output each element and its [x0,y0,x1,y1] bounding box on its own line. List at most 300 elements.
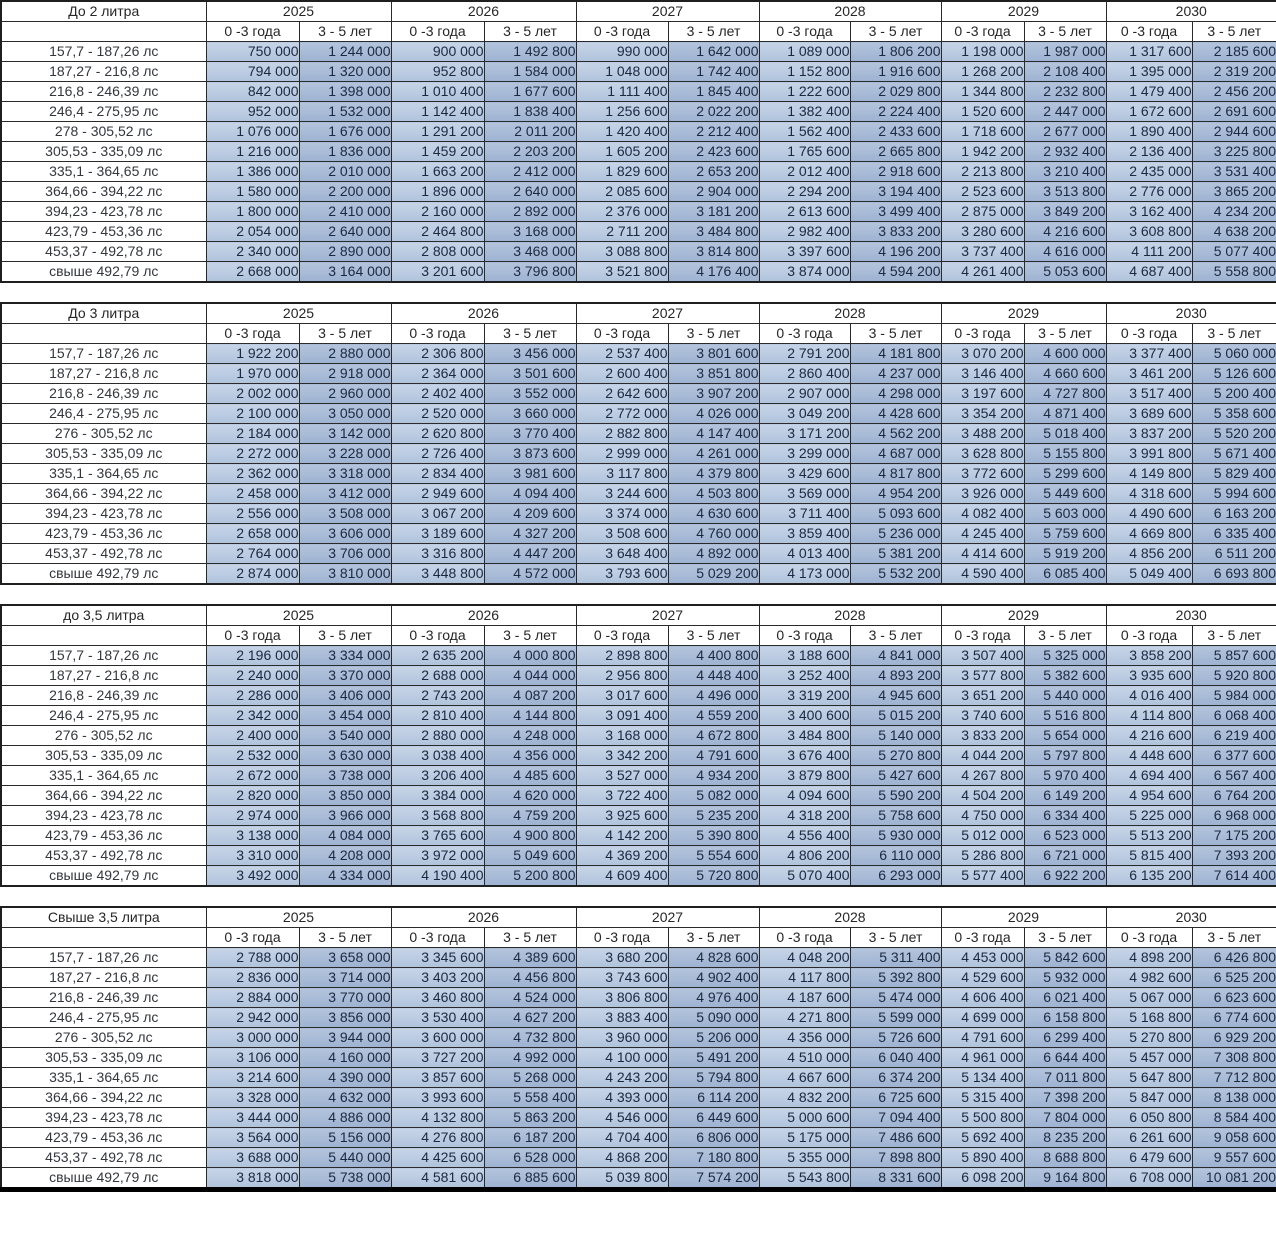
price-cell: 4 369 200 [576,846,668,866]
price-cell: 2 726 400 [391,444,484,464]
table-row [1,1088,1276,1108]
price-cell: 5 692 400 [941,1128,1024,1148]
price-cell: 3 181 200 [668,202,759,222]
price-cell: 4 727 800 [1024,384,1106,404]
price-cell: 1 520 600 [941,102,1024,122]
price-cell: 3 142 000 [299,424,391,444]
row-label-hp-range: 335,1 - 364,65 лс [1,162,206,182]
price-cell: 4 084 000 [299,826,391,846]
row-label-hp-range: свыше 492,79 лс [1,866,206,887]
table-row [1,786,1276,806]
price-cell: 4 448 600 [1106,746,1192,766]
price-cell: 5 857 600 [1192,646,1276,666]
age-header: 3 - 5 лет [484,626,576,646]
year-header: 2028 [759,605,941,626]
price-cell: 2 944 600 [1192,122,1276,142]
price-cell: 5 759 600 [1024,524,1106,544]
price-table-section-3 [0,604,1276,887]
price-cell: 2 875 000 [941,202,1024,222]
price-cell: 6 050 800 [1106,1108,1192,1128]
price-cell: 5 994 600 [1192,484,1276,504]
price-cell: 5 984 000 [1192,686,1276,706]
price-cell: 5 449 600 [1024,484,1106,504]
price-cell: 4 026 000 [668,404,759,424]
table-row [1,846,1276,866]
price-cell: 9 557 600 [1192,1148,1276,1168]
price-cell: 5 920 800 [1192,666,1276,686]
price-cell: 2 898 800 [576,646,668,666]
price-cell: 4 271 800 [759,1008,850,1028]
price-cell: 4 456 800 [484,968,576,988]
row-label-hp-range: 453,37 - 492,78 лс [1,846,206,866]
price-cell: 3 210 400 [1024,162,1106,182]
price-cell: 2 918 600 [850,162,941,182]
price-cell: 3 874 000 [759,262,850,283]
age-header: 0 -3 года [391,324,484,344]
price-cell: 3 738 000 [299,766,391,786]
price-cell: 3 164 000 [299,262,391,283]
price-cell: 2 010 000 [299,162,391,182]
price-cell: 2 672 000 [206,766,299,786]
price-cell: 4 379 800 [668,464,759,484]
price-cell: 4 828 600 [668,948,759,968]
price-cell: 5 200 400 [1192,384,1276,404]
price-cell: 1 222 600 [759,82,850,102]
price-cell: 3 168 000 [576,726,668,746]
price-cell: 3 770 000 [299,988,391,1008]
price-cell: 1 838 400 [484,102,576,122]
price-cell: 2 620 800 [391,424,484,444]
price-cell: 6 567 400 [1192,766,1276,786]
price-cell: 1 922 200 [206,344,299,364]
table-row [1,968,1276,988]
age-header: 0 -3 года [206,928,299,948]
price-cell: 6 708 000 [1106,1168,1192,1190]
price-cell: 4 868 200 [576,1148,668,1168]
table-row [1,1008,1276,1028]
table-row [1,1048,1276,1068]
row-label-hp-range: 157,7 - 187,26 лс [1,42,206,62]
price-cell: 2 400 000 [206,726,299,746]
year-header: 2029 [941,303,1106,324]
price-cell: 9 164 800 [1024,1168,1106,1190]
year-header: 2029 [941,1,1106,22]
price-cell: 2 402 400 [391,384,484,404]
price-cell: 4 704 400 [576,1128,668,1148]
price-cell: 5 491 200 [668,1048,759,1068]
price-cell: 3 981 600 [484,464,576,484]
table-row [1,988,1276,1008]
age-header: 3 - 5 лет [299,928,391,948]
price-cell: 2 810 400 [391,706,484,726]
price-cell: 2 002 000 [206,384,299,404]
price-cell: 6 068 400 [1192,706,1276,726]
price-cell: 4 245 400 [941,524,1024,544]
price-cell: 3 197 600 [941,384,1024,404]
price-cell: 5 554 600 [668,846,759,866]
price-cell: 2 982 400 [759,222,850,242]
price-cell: 1 890 400 [1106,122,1192,142]
price-cell: 1 256 600 [576,102,668,122]
price-cell: 3 772 600 [941,464,1024,484]
price-cell: 4 334 000 [299,866,391,887]
price-cell: 3 564 000 [206,1128,299,1148]
price-cell: 6 929 200 [1192,1028,1276,1048]
age-header: 3 - 5 лет [1024,324,1106,344]
price-cell: 4 856 200 [1106,544,1192,564]
price-cell: 3 318 000 [299,464,391,484]
section-title: Свыше 3,5 литра [1,907,206,928]
price-cell: 4 892 000 [668,544,759,564]
price-cell: 5 797 800 [1024,746,1106,766]
price-cell: 1 244 000 [299,42,391,62]
price-cell: 4 142 200 [576,826,668,846]
row-label-hp-range: 423,79 - 453,36 лс [1,524,206,544]
price-cell: 2 653 200 [668,162,759,182]
price-cell: 3 858 200 [1106,646,1192,666]
price-cell: 5 647 800 [1106,1068,1192,1088]
price-cell: 7 804 000 [1024,1108,1106,1128]
price-cell: 3 106 000 [206,1048,299,1068]
year-header: 2025 [206,605,391,626]
price-cell: 1 896 000 [391,182,484,202]
price-cell: 2 668 000 [206,262,299,283]
price-cell: 6 163 200 [1192,504,1276,524]
price-cell: 5 311 400 [850,948,941,968]
price-cell: 4 160 000 [299,1048,391,1068]
price-cell: 4 510 000 [759,1048,850,1068]
price-cell: 3 660 000 [484,404,576,424]
price-cell: 1 836 000 [299,142,391,162]
price-cell: 2 764 000 [206,544,299,564]
price-cell: 4 176 400 [668,262,759,283]
row-label-hp-range: 364,66 - 394,22 лс [1,484,206,504]
price-cell: 900 000 [391,42,484,62]
price-cell: 6 335 400 [1192,524,1276,544]
price-cell: 4 945 600 [850,686,941,706]
price-cell: 7 398 200 [1024,1088,1106,1108]
price-cell: 3 810 000 [299,564,391,585]
price-cell: 2 880 000 [391,726,484,746]
year-header: 2028 [759,1,941,22]
year-header: 2027 [576,303,759,324]
price-cell: 5 599 000 [850,1008,941,1028]
price-cell: 5 134 400 [941,1068,1024,1088]
table-row [1,1128,1276,1148]
price-cell: 4 791 600 [668,746,759,766]
price-cell: 4 841 000 [850,646,941,666]
price-cell: 2 435 000 [1106,162,1192,182]
price-cell: 2 537 400 [576,344,668,364]
price-cell: 3 793 600 [576,564,668,585]
price-cell: 1 268 200 [941,62,1024,82]
age-header: 3 - 5 лет [1024,626,1106,646]
price-cell: 10 081 200 [1192,1168,1276,1190]
price-cell: 3 310 000 [206,846,299,866]
price-cell: 8 331 600 [850,1168,941,1190]
age-header: 0 -3 года [941,22,1024,42]
age-header: 3 - 5 лет [668,626,759,646]
price-cell: 5 543 800 [759,1168,850,1190]
table-row [1,82,1276,102]
age-header: 3 - 5 лет [1192,626,1276,646]
price-cell: 3 484 800 [759,726,850,746]
price-cell: 1 198 000 [941,42,1024,62]
price-cell: 4 428 600 [850,404,941,424]
price-cell: 5 270 800 [1106,1028,1192,1048]
age-header: 3 - 5 лет [1192,22,1276,42]
price-cell: 3 354 200 [941,404,1024,424]
price-cell: 2 136 400 [1106,142,1192,162]
table-row [1,444,1276,464]
age-header: 3 - 5 лет [668,324,759,344]
price-cell: 4 000 800 [484,646,576,666]
age-header: 3 - 5 лет [850,626,941,646]
price-cell: 3 484 800 [668,222,759,242]
table-row [1,1068,1276,1088]
label-column-spacer [1,626,206,646]
year-header: 2027 [576,907,759,928]
price-cell: 1 677 600 [484,82,576,102]
section-title: До 3 литра [1,303,206,324]
age-header: 0 -3 года [1106,928,1192,948]
price-cell: 2 890 000 [299,242,391,262]
row-label-hp-range: свыше 492,79 лс [1,564,206,585]
table-row [1,364,1276,384]
price-cell: 5 794 800 [668,1068,759,1088]
price-cell: 4 594 200 [850,262,941,283]
price-cell: 3 993 600 [391,1088,484,1108]
price-cell: 2 949 600 [391,484,484,504]
price-cell: 3 448 800 [391,564,484,585]
table-row [1,746,1276,766]
price-cell: 4 672 800 [668,726,759,746]
price-cell: 2 523 600 [941,182,1024,202]
price-cell: 3 711 400 [759,504,850,524]
price-cell: 2 960 000 [299,384,391,404]
age-header: 0 -3 года [1106,22,1192,42]
price-cell: 3 833 200 [941,726,1024,746]
price-cell: 5 671 400 [1192,444,1276,464]
price-cell: 3 935 600 [1106,666,1192,686]
age-header: 0 -3 года [941,928,1024,948]
price-cell: 6 374 200 [850,1068,941,1088]
price-cell: 2 319 200 [1192,62,1276,82]
table-row [1,484,1276,504]
price-cell: 4 750 000 [941,806,1024,826]
price-cell: 1 562 400 [759,122,850,142]
year-header: 2026 [391,303,576,324]
year-header: 2030 [1106,1,1276,22]
age-header: 3 - 5 лет [1024,928,1106,948]
price-cell: 3 676 400 [759,746,850,766]
price-cell: 5 140 000 [850,726,941,746]
price-cell: 1 382 400 [759,102,850,122]
price-cell: 6 334 400 [1024,806,1106,826]
price-cell: 2 410 000 [299,202,391,222]
price-cell: 4 298 000 [850,384,941,404]
price-cell: 5 325 000 [1024,646,1106,666]
price-cell: 4 732 800 [484,1028,576,1048]
row-label-hp-range: 394,23 - 423,78 лс [1,806,206,826]
price-cell: 3 225 800 [1192,142,1276,162]
price-cell: 3 194 400 [850,182,941,202]
price-cell: 6 293 000 [850,866,941,887]
price-cell: 1 605 200 [576,142,668,162]
price-cell: 3 568 800 [391,806,484,826]
price-cell: 5 726 600 [850,1028,941,1048]
price-cell: 4 606 400 [941,988,1024,1008]
price-table-section-1 [0,0,1276,283]
row-label-hp-range: 187,27 - 216,8 лс [1,364,206,384]
table-row [1,464,1276,484]
row-label-hp-range: 157,7 - 187,26 лс [1,646,206,666]
price-cell: 4 503 800 [668,484,759,504]
price-cell: 6 885 600 [484,1168,576,1190]
row-label-hp-range: 364,66 - 394,22 лс [1,1088,206,1108]
price-cell: 4 660 600 [1024,364,1106,384]
price-cell: 3 722 400 [576,786,668,806]
price-cell: 5 720 800 [668,866,759,887]
price-cell: 6 040 400 [850,1048,941,1068]
price-cell: 4 147 400 [668,424,759,444]
price-cell: 5 355 000 [759,1148,850,1168]
price-cell: 3 925 600 [576,806,668,826]
price-cell: 1 916 600 [850,62,941,82]
price-cell: 2 342 000 [206,706,299,726]
price-cell: 6 523 000 [1024,826,1106,846]
price-cell: 2 085 600 [576,182,668,202]
row-label-hp-range: 364,66 - 394,22 лс [1,182,206,202]
price-cell: 3 038 400 [391,746,484,766]
price-cell: 5 155 800 [1024,444,1106,464]
price-cell: 2 635 200 [391,646,484,666]
price-cell: 1 672 600 [1106,102,1192,122]
price-cell: 4 082 400 [941,504,1024,524]
price-cell: 3 468 000 [484,242,576,262]
row-label-hp-range: 157,7 - 187,26 лс [1,344,206,364]
price-cell: 3 865 200 [1192,182,1276,202]
price-cell: 3 507 400 [941,646,1024,666]
price-cell: 2 600 400 [576,364,668,384]
price-cell: 2 376 000 [576,202,668,222]
price-cell: 5 919 200 [1024,544,1106,564]
price-cell: 1 718 600 [941,122,1024,142]
row-label-hp-range: 423,79 - 453,36 лс [1,826,206,846]
price-cell: 3 513 800 [1024,182,1106,202]
price-cell: 2 412 000 [484,162,576,182]
price-cell: 3 429 600 [759,464,850,484]
price-cell: 3 412 000 [299,484,391,504]
price-cell: 3 540 000 [299,726,391,746]
price-cell: 2 306 800 [391,344,484,364]
price-cell: 4 620 000 [484,786,576,806]
price-cell: 3 319 200 [759,686,850,706]
price-cell: 4 356 000 [484,746,576,766]
age-header: 0 -3 года [941,626,1024,646]
price-cell: 4 934 200 [668,766,759,786]
price-cell: 4 318 600 [1106,484,1192,504]
price-cell: 4 886 000 [299,1108,391,1128]
price-cell: 1 320 000 [299,62,391,82]
row-label-hp-range: 453,37 - 492,78 лс [1,544,206,564]
price-cell: 4 559 200 [668,706,759,726]
price-cell: 3 050 000 [299,404,391,424]
age-header: 3 - 5 лет [850,928,941,948]
price-cell: 6 098 200 [941,1168,1024,1190]
price-cell: 4 632 000 [299,1088,391,1108]
price-cell: 3 517 400 [1106,384,1192,404]
table-row [1,646,1276,666]
price-cell: 4 490 600 [1106,504,1192,524]
price-cell: 5 758 600 [850,806,941,826]
price-cell: 1 395 000 [1106,62,1192,82]
price-cell: 2 520 000 [391,404,484,424]
row-label-hp-range: 157,7 - 187,26 лс [1,948,206,968]
price-cell: 2 423 600 [668,142,759,162]
price-cell: 6 085 400 [1024,564,1106,585]
price-cell: 8 235 200 [1024,1128,1106,1148]
row-label-hp-range: 453,37 - 492,78 лс [1,1148,206,1168]
age-header: 3 - 5 лет [299,324,391,344]
table-row [1,122,1276,142]
price-cell: 7 614 400 [1192,866,1276,887]
price-cell: 6 725 600 [850,1088,941,1108]
price-cell: 6 114 200 [668,1088,759,1108]
row-label-hp-range: 246,4 - 275,95 лс [1,1008,206,1028]
price-cell: 4 173 000 [759,564,850,585]
price-cell: 4 048 200 [759,948,850,968]
section-title: до 3,5 литра [1,605,206,626]
table-row [1,1148,1276,1168]
price-cell: 7 898 800 [850,1148,941,1168]
price-cell: 3 214 600 [206,1068,299,1088]
table-row [1,686,1276,706]
price-cell: 2 232 800 [1024,82,1106,102]
table-row [1,384,1276,404]
price-cell: 3 818 000 [206,1168,299,1190]
price-cell: 4 261 400 [941,262,1024,283]
price-cell: 3 883 400 [576,1008,668,1028]
price-cell: 4 094 400 [484,484,576,504]
price-cell: 3 530 400 [391,1008,484,1028]
price-cell: 2 884 000 [206,988,299,1008]
price-cell: 4 190 400 [391,866,484,887]
price-cell: 3 689 600 [1106,404,1192,424]
price-cell: 2 691 600 [1192,102,1276,122]
section-title: До 2 литра [1,1,206,22]
table-row [1,544,1276,564]
price-cell: 2 874 000 [206,564,299,585]
row-label-hp-range: 394,23 - 423,78 лс [1,504,206,524]
price-cell: 4 327 200 [484,524,576,544]
price-cell: 2 956 800 [576,666,668,686]
price-cell: 5 093 600 [850,504,941,524]
price-cell: 5 457 000 [1106,1048,1192,1068]
price-cell: 3 138 000 [206,826,299,846]
price-cell: 6 377 600 [1192,746,1276,766]
row-label-hp-range: 216,8 - 246,39 лс [1,686,206,706]
price-cell: 2 688 000 [391,666,484,686]
price-cell: 1 663 200 [391,162,484,182]
price-cell: 3 384 000 [391,786,484,806]
price-cell: 1 216 000 [206,142,299,162]
price-cell: 3 849 200 [1024,202,1106,222]
price-cell: 4 267 800 [941,766,1024,786]
price-cell: 5 270 800 [850,746,941,766]
price-cell: 3 628 800 [941,444,1024,464]
price-cell: 7 393 200 [1192,846,1276,866]
